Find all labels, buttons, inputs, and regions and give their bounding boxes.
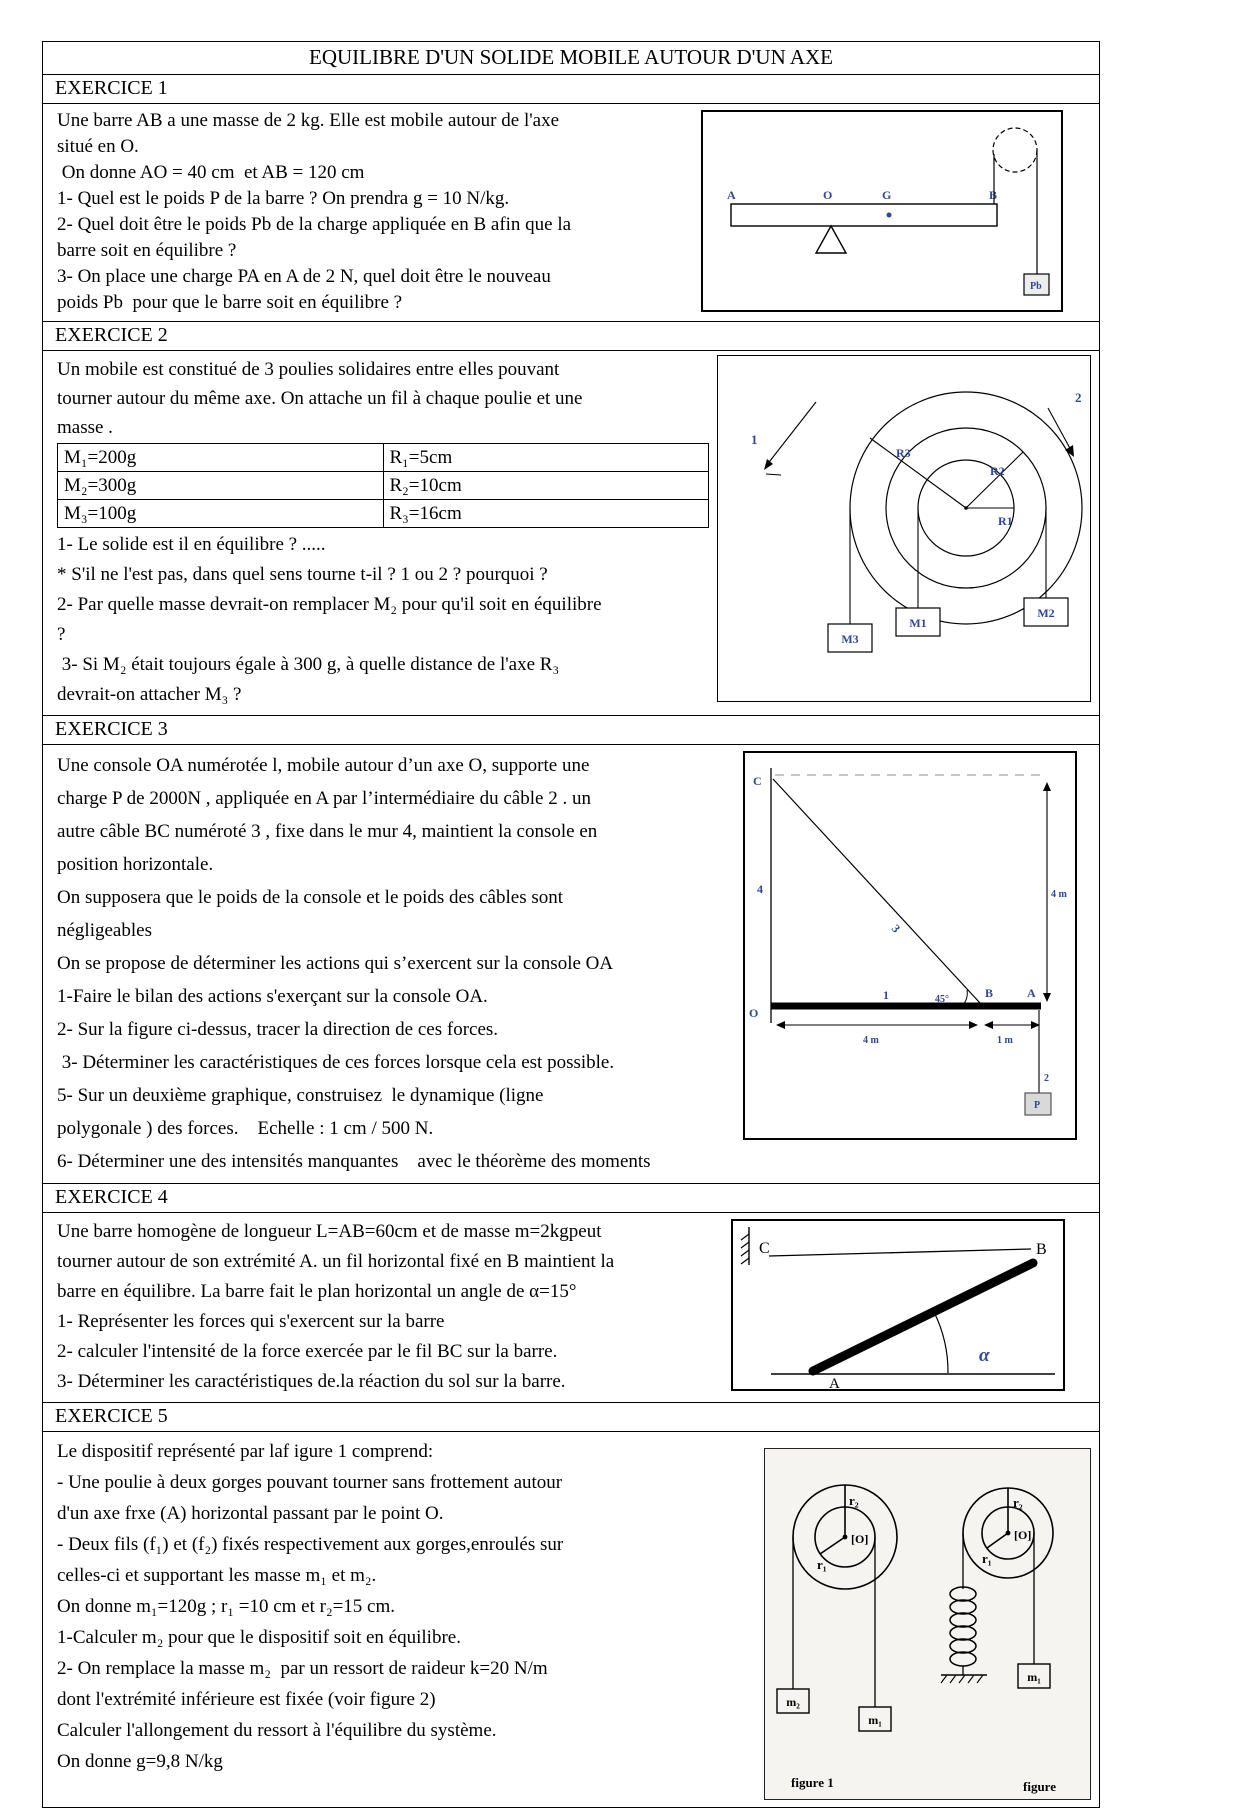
center-of-gravity-dot [887,213,892,218]
hatch-tick [741,1250,749,1256]
exercise2-figure [717,355,1091,702]
text-line: 2- Sur la figure ci-dessus, tracer la direction de ces forces. [57,1019,499,1040]
exercise1-figure [701,110,1063,312]
text-line: 2- Par quelle masse devrait-on remplacer M₂ pour qu'il soit en équilibre [57,594,602,615]
exercise5-body [42,1431,1100,1808]
table-row [58,444,709,472]
text-line: 6- Déterminer une des intensités manquantes avec le théorème des moments [57,1151,651,1172]
weight-pb-label: Pb [1030,281,1042,292]
exercise4-body [42,1212,1100,1403]
page-title: EQUILIBRE D'UN SOLIDE MOBILE AUTOUR D'UN AXE [42,41,1100,75]
double-groove-pulley-diagram [765,1449,1090,1799]
exercise2-heading: EXERCICE 2 [42,321,1100,351]
mass-m1-label: M1 [909,616,927,630]
span2-arrow-left [984,1021,993,1029]
exercise5-figure [764,1448,1091,1800]
point-a-label: A [727,188,736,202]
radius-r3-line [870,438,966,508]
exercise5-heading: EXERCICE 5 [42,1402,1100,1432]
point-o-label: O [823,188,833,202]
mass-m3-label: M3 [841,632,859,646]
text-line: 1- Représenter les forces qui s'exercent sur la barre [57,1311,445,1332]
fig2-axis-o-label: [O] [1014,1528,1032,1542]
text-line: - Une poulie à deux gorges pouvant tourner sans frottement autour [57,1472,563,1493]
text-line: tourner autour de son extrémité A. un fil horizontal fixé en B maintient la [57,1251,615,1272]
fig1-caption: figure 1 [791,1775,834,1790]
table-row [58,500,709,528]
radius-r1-label: R1 [998,514,1013,528]
table-cell-m2: M₂=300g [58,472,384,500]
text-line: Calculer l'allongement du ressort à l'équilibre du système. [57,1720,497,1741]
triple-pulley-diagram [718,356,1090,701]
pivot-triangle [816,226,846,253]
exercise4-figure [731,1219,1065,1391]
text-line: barre en équilibre. La barre fait le plan horizontal un angle de α=15° [57,1281,577,1302]
text-line: * S'il ne l'est pas, dans quel sens tourne t-il ? 1 ou 2 ? pourquoi ? [57,564,548,585]
text-line: 1- Quel est le poids P de la barre ? On prendra g = 10 N/kg. [57,188,510,209]
text-line: charge P de 2000N , appliquée en A par l’intermédiaire du câble 2 . un [57,788,591,809]
height-dim-arrow-bottom [1043,993,1051,1002]
point-b-label: B [989,188,998,202]
table-cell-r1: R₁=5cm [383,444,709,472]
worksheet [42,41,1100,1808]
fig1-r2-label: r₂ [849,1493,859,1508]
text-line: On donne g=9,8 N/kg [57,1751,223,1772]
text-line: 5- Sur un deuxième graphique, construisez le dynamique (ligne [57,1085,544,1106]
exercise4-heading: EXERCICE 4 [42,1183,1100,1213]
rotation-arrow-1-head [764,459,773,470]
text-line: dont l'extrémité inférieure est fixée (voir figure 2) [57,1689,436,1710]
rotation-arrow-1 [766,402,816,466]
point-b-label: B [985,986,994,1000]
horizontal-wire [769,1249,1031,1256]
text-line: position horizontale. [57,854,214,875]
table-row [58,472,709,500]
height-4m-label: 4 m [1051,889,1067,900]
exercise3-figure [743,751,1077,1140]
text-line: - Deux fils (f₁) et (f₂) fixés respectivement aux gorges,enroulés sur [57,1534,564,1555]
point-g-label: G [882,188,892,202]
exercise2-body [42,350,1100,716]
text-line: On donne AO = 40 cm et AB = 120 cm [57,162,365,183]
point-o-label: O [749,1006,759,1020]
fig2-m1-label: m₁ [1027,1670,1041,1684]
table-cell-r2: R₂=10cm [383,472,709,500]
exercise3-body [42,744,1100,1184]
table-cell-r3: R₃=16cm [383,500,709,528]
cable-bc-line [773,779,980,1003]
table-cell-m3: M₃=100g [58,500,384,528]
alpha-label: α [979,1345,990,1366]
console-1-label: 1 [883,988,889,1002]
point-a-label: A [829,1376,840,1389]
exercise1-body [42,103,1100,322]
text-line: On donne m₁=120g ; r₁ =10 cm et r₂=15 cm. [57,1596,396,1617]
fig1-m1-label: m₁ [868,1713,882,1727]
rotation-arrow-1-tick [766,474,781,475]
table-cell-m1: M₁=200g [58,444,384,472]
fig2-axle-dot [1006,1531,1011,1536]
text-line: 3- Si M₂ était toujours égale à 300 g, à quelle distance de l'axe R₃ [57,654,560,675]
mass-radius-table [57,443,709,528]
pulley-circle [993,128,1037,172]
text-line: 1-Faire le bilan des actions s'exerçant sur la console OA. [57,986,488,1007]
text-line: 2- On remplace la masse m₂ par un ressort de raideur k=20 N/m [57,1658,548,1679]
text-line: Une barre AB a une masse de 2 kg. Elle est mobile autour de l'axe [57,110,560,131]
fig1-m2-label: m₂ [786,1695,800,1709]
text-line: tourner autour du même axe. On attache un fil à chaque poulie et une [57,388,583,409]
text-line: 3- Déterminer les caractéristiques de.la réaction du sol sur la barre. [57,1371,566,1392]
direction-1-label: 1 [751,432,758,447]
text-line: On se propose de déterminer les actions qui s’exercent sur la console OA [57,953,614,974]
alpha-angle-arc [934,1312,948,1373]
fig1-axis-o-label: [O] [851,1532,869,1546]
height-dim-arrow-top [1043,782,1051,791]
text-line: masse . [57,417,113,438]
load-p-label: P [1034,1100,1041,1111]
direction-2-label: 2 [1075,390,1082,405]
text-line: négligeables [57,920,152,941]
lever-pulley-diagram [703,112,1061,310]
text-line: ? [57,624,66,645]
hatch-tick [741,1242,749,1248]
text-line: On supposera que le poids de la console et le poids des câbles sont [57,887,564,908]
text-line: poids Pb pour que le barre soit en équilibre ? [57,292,403,313]
point-b-label: B [1036,1241,1047,1258]
span1-arrow-left [776,1021,785,1029]
hatch-tick [741,1234,749,1240]
fig1-axle-dot [843,1535,848,1540]
text-line: celles-ci et supportant les masse m₁ et m₂. [57,1565,377,1586]
inclined-bar-diagram [733,1221,1063,1389]
radius-r3-label: R3 [896,446,911,460]
radius-r2-label: R2 [990,464,1005,478]
text-line: 3- Déterminer les caractéristiques de ces forces lorsque cela est possible. [57,1052,615,1073]
wall-4-label: 4 [757,882,763,896]
text-line: barre soit en équilibre ? [57,240,237,261]
text-line: 2- Quel doit être le poids Pb de la charge appliquée en B afin que la [57,214,572,235]
exercise3-heading: EXERCICE 3 [42,715,1100,745]
text-line: d'un axe frxe (A) horizontal passant par le point O. [57,1503,444,1524]
text-line: 3- On place une charge PA en A de 2 N, quel doit être le nouveau [57,266,551,287]
span1-arrow-right [969,1021,978,1029]
fig2-caption: figure [1023,1779,1056,1794]
exercise1-heading: EXERCICE 1 [42,74,1100,104]
text-line: Un mobile est constitué de 3 poulies solidaires entre elles pouvant [57,359,560,380]
rope-2-label: 2 [1044,1073,1049,1084]
point-c-label: C [759,1240,770,1257]
text-line: Une barre homogène de longueur L=AB=60cm et de masse m=2kgpeut [57,1221,602,1242]
text-line: 1-Calculer m₂ pour que le dispositif soit en équilibre. [57,1627,461,1648]
text-line: autre câble BC numéroté 3 , fixe dans le mur 4, maintient la console en [57,821,598,842]
fig2-r2-label: r₂ [1013,1495,1023,1510]
point-a-label: A [1027,986,1036,1000]
text-line: 2- calculer l'intensité de la force exercée par le fil BC sur la barre. [57,1341,558,1362]
console-diagram [745,753,1075,1138]
text-line: situé en O. [57,136,139,157]
point-c-label: C [753,774,762,788]
text-line: Une console OA numérotée l, mobile autour d’un axe O, supporte une [57,755,590,776]
photocopy-background [765,1449,1090,1799]
fig1-r1-label: r₁ [817,1557,827,1572]
text-line: devrait-on attacher M₃ ? [57,684,242,705]
text-line: Le dispositif représenté par laf igure 1 comprend: [57,1441,434,1462]
angle-45-label: 45° [935,994,949,1005]
mass-m2-label: M2 [1037,606,1055,620]
span-4m-label: 4 m [863,1035,879,1046]
cable-3-label: 3 [888,921,904,936]
span-1m-label: 1 m [997,1035,1013,1046]
bar-ab [813,1263,1033,1371]
fig2-r1-label: r₁ [982,1551,992,1566]
text-line: 1- Le solide est il en équilibre ? ..... [57,534,326,555]
text-line: polygonale ) des forces. Echelle : 1 cm / 500 N. [57,1118,434,1139]
hatch-tick [741,1258,749,1264]
